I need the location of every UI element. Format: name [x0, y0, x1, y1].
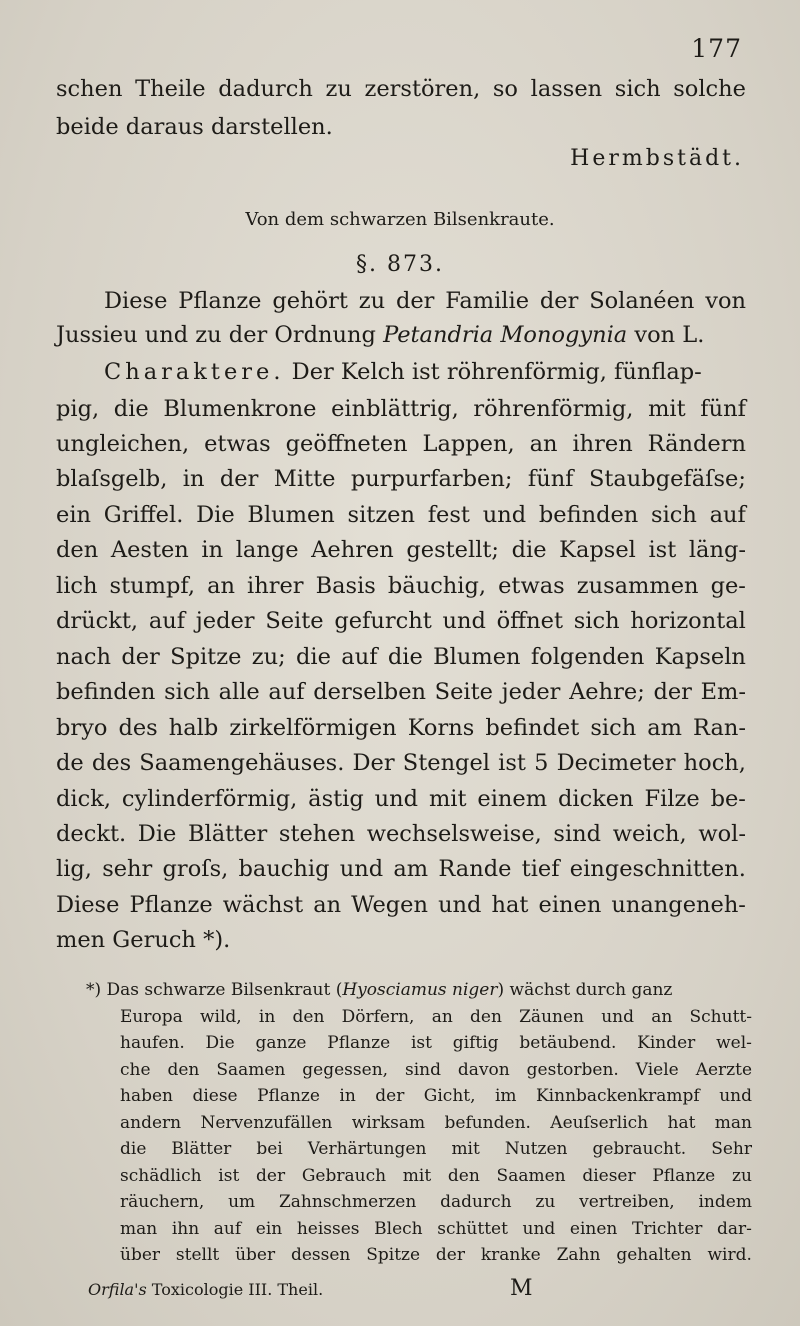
footnote-line: die Blätter bei Verhärtungen mit Nutzen gebraucht. Sehr — [120, 1139, 752, 1159]
footnote-line: che den Saamen gegessen, sind davon gestorben. Viele Aerzte — [120, 1060, 752, 1080]
paragraph-line: men Geruch *). — [56, 927, 231, 953]
footnote-line: über stellt über dessen Spitze der kranke Zahn gehalten wird. — [120, 1245, 752, 1265]
footnote-line: räuchern, um Zahnschmerzen dadurch zu vertreiben, indem — [120, 1192, 752, 1212]
line-text: Der Kelch ist röhrenförmig, fünflap- — [284, 359, 702, 385]
paragraph-line: de des Saamengehäuses. Der Stengel ist 5 Decimeter hoch, — [56, 750, 746, 776]
paragraph-line: nach der Spitze zu; die auf die Blumen folgenden Kapseln — [56, 644, 746, 670]
footnote-line — [86, 978, 752, 1002]
paragraph-line: Diese Pflanze gehört zu der Familie der Solanéen von — [104, 288, 746, 314]
paragraph-line — [56, 318, 746, 352]
paragraph-line: bryo des halb zirkelförmigen Korns befindet sich am Ran- — [56, 715, 746, 741]
paragraph-line: dick, cylinderförmig, ästig und mit einem dicken Filze be- — [56, 786, 746, 812]
paragraph-line: blaſsgelb, in der Mitte purpurfarben; fünf Staubgefäſse; — [56, 466, 746, 492]
line-text: *) Das schwarze Bilsenkraut ( — [86, 980, 343, 1000]
paragraph-line: den Aesten in lange Aehren gestellt; die Kapsel ist läng- — [56, 537, 746, 563]
paragraph-line: befinden sich alle auf derselben Seite jeder Aehre; der Em- — [56, 679, 746, 705]
line-text: von L. — [627, 322, 705, 348]
paragraph-line: ein Griffel. Die Blumen sitzen fest und befinden sich auf — [56, 502, 746, 528]
footnote-line: haben diese Pflanze in der Gicht, im Kinnbackenkrampf und — [120, 1086, 752, 1106]
paragraph-line: lich stumpf, an ihrer Basis bäuchig, etwas zusammen ge- — [56, 573, 746, 599]
footer-work: Toxicologie III. Theil. — [146, 1280, 324, 1299]
footnote-line: schädlich ist der Gebrauch mit den Saamen dieser Pflanze zu — [120, 1166, 752, 1186]
section-title: Von dem schwarzen Bilsenkraute. — [245, 209, 555, 230]
paragraph-line: deckt. Die Blätter stehen wechselsweise, sind weich, wol- — [56, 821, 746, 847]
paragraph-line: drückt, auf jeder Seite gefurcht und öffnet sich horizontal — [56, 608, 746, 634]
paragraph-line: lig, sehr groſs, bauchig und am Rande tief eingeschnitten. — [56, 856, 746, 882]
paragraph-line: pig, die Blumenkrone einblättrig, röhrenförmig, mit fünf — [56, 396, 746, 422]
paragraph-line: Diese Pflanze wächst an Wegen und hat einen unangeneh- — [56, 892, 746, 918]
body-line: beide daraus darstellen. — [56, 114, 333, 140]
paragraph-line — [104, 355, 746, 389]
spaced-heading: Charaktere. — [104, 359, 285, 385]
body-line: schen Theile dadurch zu zerstören, so lassen sich solche — [56, 76, 746, 102]
paragraph-line: ungleichen, etwas geöffneten Lappen, an ihren Rändern — [56, 431, 746, 457]
footnote-line: andern Nervenzufällen wirksam befunden. Aeuſserlich hat man — [120, 1113, 752, 1133]
running-footer — [88, 1280, 323, 1299]
taxon-name: Hyosciamus niger — [342, 980, 498, 1000]
footnote-line: man ihn auf ein heisses Blech schüttet und einen Trichter dar- — [120, 1219, 752, 1239]
line-text: ) wächst durch ganz — [497, 980, 673, 1000]
taxon-name: Petandria Monogynia — [383, 322, 628, 348]
footer-author: Orfila's — [88, 1280, 147, 1299]
footnote-line: haufen. Die ganze Pflanze ist giftig betäubend. Kinder wel- — [120, 1033, 752, 1053]
paragraph-number: §. 873. — [356, 252, 444, 277]
signature-mark: M — [510, 1276, 533, 1301]
footnote-line: Europa wild, in den Dörfern, an den Zäunen und an Schutt- — [120, 1007, 752, 1027]
line-text: Jussieu und zu der Ordnung — [56, 322, 384, 348]
author-signature: Hermbstädt. — [570, 146, 744, 171]
page-number: 177 — [691, 34, 742, 63]
